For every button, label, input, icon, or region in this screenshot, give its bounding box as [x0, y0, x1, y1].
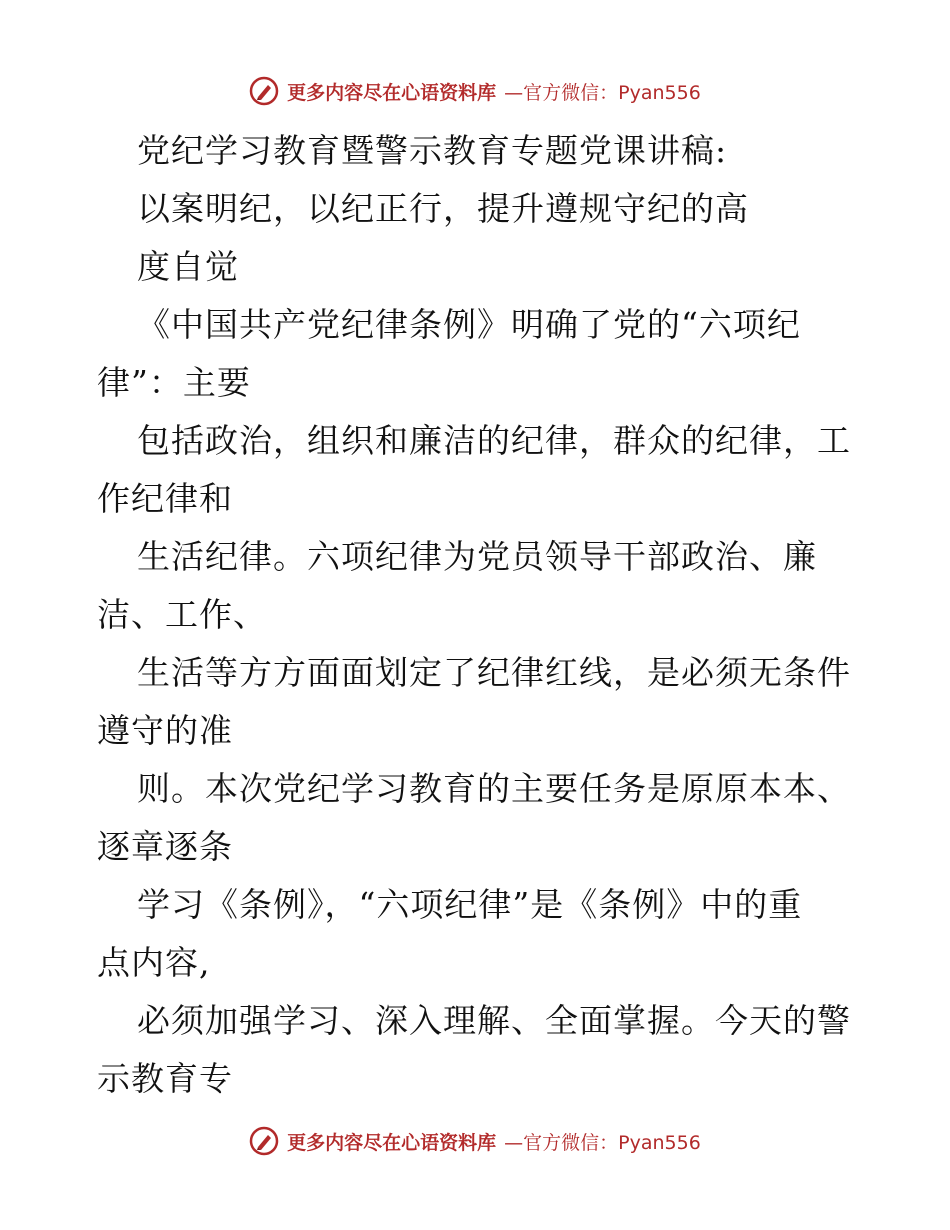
doc-line: 点内容, — [97, 943, 211, 982]
document-body — [97, 122, 867, 1108]
doc-line: 洁、工作、 — [97, 595, 267, 634]
doc-line: 则。本次党纪学习教育的主要任务是原原本本、 — [137, 769, 851, 808]
header-banner — [0, 71, 950, 111]
doc-line: 包括政治，组织和廉洁的纪律，群众的纪律，工 — [137, 421, 851, 460]
doc-line: 逐章逐条 — [97, 827, 233, 866]
footer-banner — [0, 1121, 950, 1161]
doc-line: 《中国共产党纪律条例》明确了党的“六项纪 — [137, 305, 801, 344]
doc-line: 党纪学习教育暨警示教育专题党课讲稿: — [137, 131, 728, 170]
doc-line: 学习《条例》，“六项纪律”是《条例》中的重 — [137, 885, 803, 924]
doc-line: 示教育专 — [97, 1059, 233, 1098]
banner-brand: 更多内容尽在心语资料库 — [287, 1131, 497, 1154]
doc-line: 必须加强学习、深入理解、全面掌握。今天的警 — [137, 1001, 851, 1040]
banner-contact: —官方微信：Pyan556 — [504, 1131, 701, 1154]
doc-line: 作纪律和 — [97, 479, 233, 518]
doc-line: 生活纪律。六项纪律为党员领导干部政治、廉 — [137, 537, 817, 576]
pen-logo-icon — [249, 1126, 279, 1156]
doc-line: 生活等方方面面划定了纪律红线，是必须无条件 — [137, 653, 851, 692]
doc-line: 度自觉 — [137, 247, 239, 286]
pen-logo-icon — [249, 76, 279, 106]
doc-line: 遵守的准 — [97, 711, 233, 750]
banner-brand: 更多内容尽在心语资料库 — [287, 81, 497, 104]
banner-contact: —官方微信：Pyan556 — [504, 81, 701, 104]
doc-line: 律”：主要 — [97, 363, 251, 402]
doc-line: 以案明纪，以纪正行，提升遵规守纪的高 — [137, 189, 749, 228]
